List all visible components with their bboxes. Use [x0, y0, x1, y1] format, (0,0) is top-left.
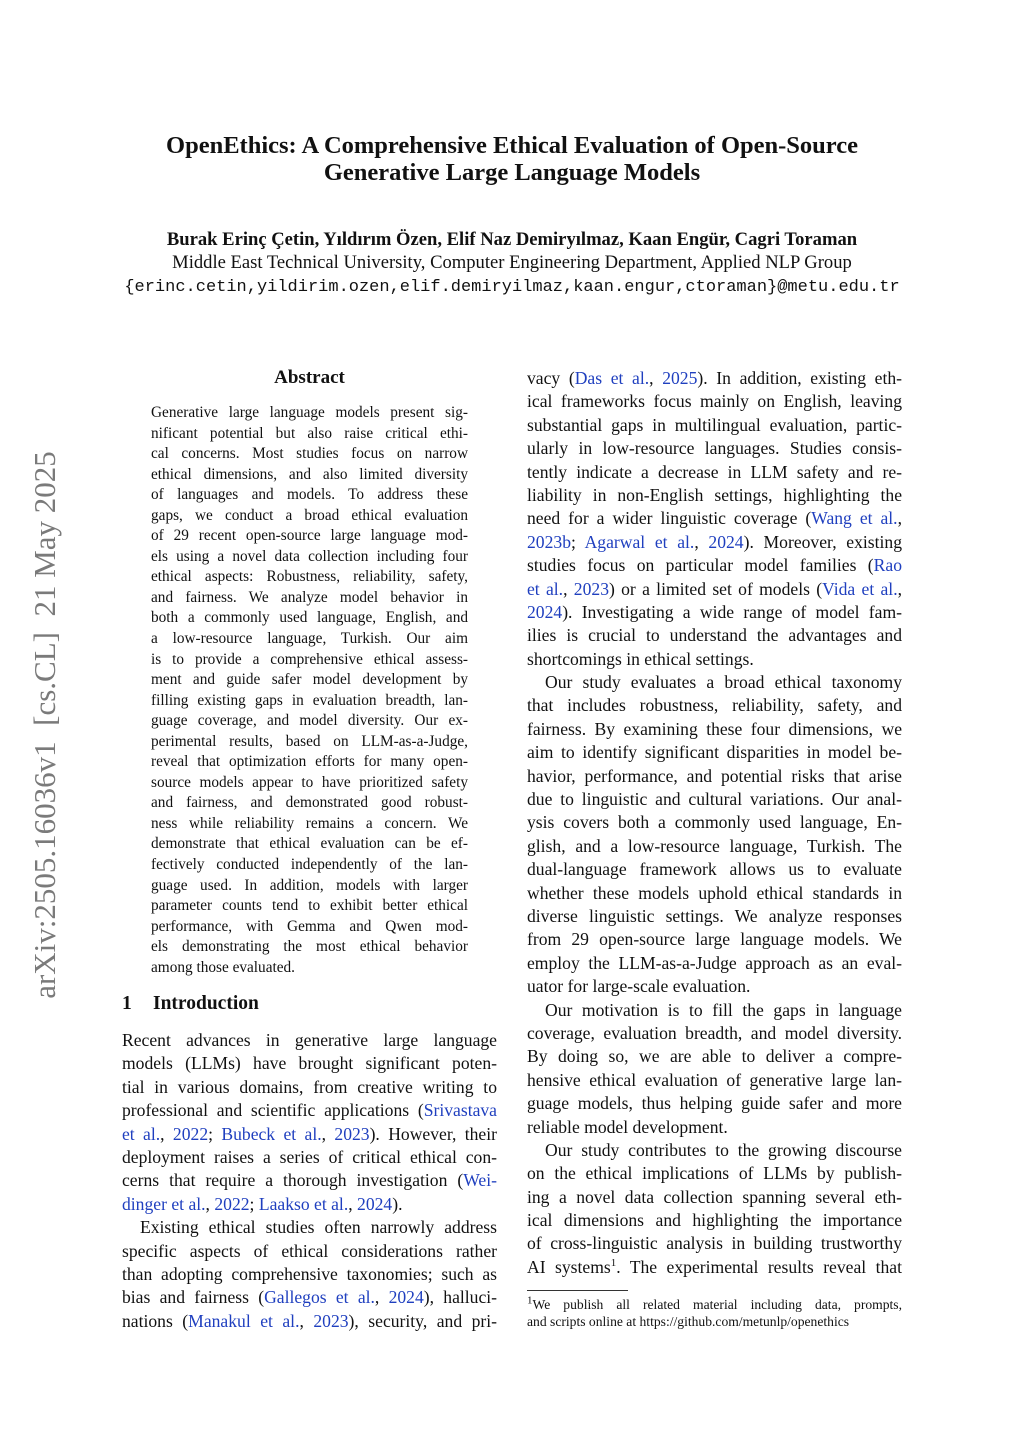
- abstract-body: [151, 403, 468, 978]
- text-segment: ).: [392, 1193, 403, 1214]
- text-line: [527, 578, 902, 601]
- text-line: a low-resource language, Turkish. Our aim: [151, 630, 468, 648]
- text-line: employ the LLM-as-a-Judge approach as an eval-: [527, 952, 902, 973]
- introduction-left-column: [122, 1029, 497, 1333]
- text-line: due to linguistic and cultural variations. Our anal-: [527, 789, 902, 810]
- text-line: than adopting comprehensive taxonomies; such as: [122, 1263, 497, 1284]
- text-segment: professional and scientific applications (: [122, 1100, 424, 1121]
- footnote-marker[interactable]: 1: [610, 1256, 617, 1269]
- text-line: ysis covers both a commonly used language, En-: [527, 812, 902, 833]
- text-line: ethical aspects: Robustness, reliability, safety,: [151, 568, 468, 586]
- text-line: aim to identify significant disparities in model be-: [527, 742, 902, 763]
- text-line: guage models, thus helping guide safer and more: [527, 1093, 902, 1114]
- text-segment: ,: [374, 1287, 389, 1308]
- text-segment: ). Moreover, existing: [743, 531, 902, 552]
- text-line: ing a novel data collection spanning several eth-: [527, 1186, 902, 1207]
- text-line: [122, 1099, 497, 1122]
- text-line: [527, 554, 902, 577]
- text-line: ical frameworks focus mainly on English, leaving: [527, 391, 902, 412]
- paper-title-line-2: Generative Large Language Models: [323, 159, 701, 186]
- citation-link[interactable]: 2024: [388, 1287, 424, 1308]
- text-line: ularly in low-resource languages. Studies consis-: [527, 438, 902, 459]
- text-line: specific aspects of ethical considerations rather: [122, 1240, 497, 1261]
- footnote: [527, 1294, 902, 1330]
- text-line: source models appear to have prioritized safety: [151, 773, 468, 791]
- text-line: substantial gaps in multilingual evaluation, partic-: [527, 414, 902, 435]
- citation-link[interactable]: 2023b: [527, 531, 571, 552]
- text-line: [527, 1256, 902, 1279]
- citation-link[interactable]: 2023: [573, 578, 609, 599]
- text-line: that includes robustness, reliability, safety, and: [527, 695, 902, 716]
- text-line: both a commonly used language, English, and: [151, 609, 468, 627]
- citation-link[interactable]: Manakul et al.: [188, 1310, 300, 1331]
- text-line: ical dimensions and highlighting the importance: [527, 1210, 902, 1231]
- text-line: models (LLMs) have brought significant poten-: [122, 1053, 497, 1074]
- text-line: Generative large language models present sig-: [151, 404, 468, 421]
- text-segment: AI systems: [527, 1256, 611, 1277]
- text-line: demonstrate that ethical evaluation can be ef-: [151, 835, 468, 853]
- text-line: from 29 open-source large language models. We: [527, 929, 902, 950]
- text-line: hensive ethical evaluation of generative large lan-: [527, 1069, 902, 1090]
- text-segment: ,: [563, 578, 574, 599]
- text-segment: ,: [649, 368, 663, 388]
- section-number: 1: [122, 993, 132, 1014]
- text-line: and scripts online at https://github.com/metunlp/openethics: [527, 1313, 850, 1329]
- text-segment: ;: [249, 1193, 259, 1214]
- citation-link[interactable]: et al.: [122, 1123, 161, 1144]
- author-list: Burak Erinç Çetin, Yıldırım Özen, Elif Naz Demiryılmaz, Kaan Engür, Cagri Toraman: [166, 229, 858, 250]
- text-segment: ) or a limited set of models (: [608, 578, 823, 599]
- text-line: ness while reliability remains a concern. We: [151, 814, 468, 832]
- citation-link[interactable]: 2023: [313, 1310, 349, 1331]
- text-line: parameter counts tend to exhibit better ethical: [151, 897, 468, 915]
- text-line: fectively conducted independently of the lan-: [151, 856, 468, 874]
- text-line: filling existing gaps in evaluation breadth, lan-: [151, 691, 468, 709]
- text-line: [122, 1286, 497, 1309]
- citation-link[interactable]: Srivastava: [423, 1100, 497, 1121]
- section-title: Introduction: [153, 993, 259, 1014]
- text-segment: vacy (: [527, 368, 575, 388]
- citation-link[interactable]: 2025: [662, 368, 698, 388]
- text-line: among those evaluated.: [151, 958, 295, 976]
- citation-link[interactable]: Wang et al.: [811, 508, 898, 529]
- citation-link[interactable]: dinger et al.: [122, 1193, 206, 1214]
- text-line: [122, 1310, 497, 1333]
- text-line: cal concerns. Most studies focus on narrow: [151, 445, 468, 463]
- text-segment: ). Investigating a wide range of model fam-: [562, 601, 902, 622]
- text-line: glish, and a low-resource language, Turkish. The: [527, 835, 902, 856]
- citation-link[interactable]: Agarwal et al.: [584, 531, 695, 552]
- text-line: reliable model development.: [527, 1116, 728, 1137]
- text-line: [122, 1193, 497, 1216]
- citation-link[interactable]: 2022: [214, 1193, 250, 1214]
- citation-link[interactable]: 2024: [708, 531, 744, 552]
- text-line: gaps, we conduct a broad ethical evaluation: [151, 506, 468, 524]
- text-segment: ,: [694, 531, 709, 552]
- text-line: guage used. In addition, models with larger: [151, 876, 468, 894]
- text-line: of 29 recent open-source large language mod-: [151, 527, 468, 545]
- text-segment: bias and fairness (: [122, 1287, 265, 1308]
- text-line: Our study contributes to the growing discourse: [545, 1139, 902, 1160]
- text-line: [527, 601, 902, 624]
- text-segment: ;: [570, 531, 585, 552]
- text-segment: ,: [299, 1310, 314, 1331]
- text-segment: We publish all related material including data, prompts,: [532, 1297, 902, 1312]
- citation-link[interactable]: et al.: [527, 578, 564, 599]
- text-line: els using a novel data collection including four: [151, 547, 468, 565]
- text-line: whether these models uphold ethical standards in: [527, 882, 902, 903]
- citation-link[interactable]: Bubeck et al.: [221, 1123, 322, 1144]
- text-segment: ,: [897, 578, 903, 599]
- citation-link[interactable]: Rao: [873, 555, 902, 576]
- text-line: [527, 367, 902, 390]
- text-line: [122, 1123, 497, 1146]
- footnote-divider: [527, 1290, 628, 1291]
- text-line: performance, with Gemma and Qwen mod-: [151, 917, 468, 935]
- citation-link[interactable]: 2022: [172, 1123, 209, 1144]
- text-line: liability in non-English settings, highlighting the: [527, 484, 902, 505]
- text-line: coverage, evaluation breadth, and model diversity.: [527, 1022, 902, 1043]
- text-line: Existing ethical studies often narrowly address: [140, 1217, 497, 1238]
- citation-link[interactable]: 2023: [334, 1123, 370, 1144]
- text-line: havior, performance, and potential risks that arise: [527, 765, 902, 786]
- citation-link[interactable]: 2024: [357, 1193, 393, 1214]
- text-line: [527, 507, 902, 530]
- text-segment: nations (: [122, 1310, 189, 1331]
- text-segment: ,: [205, 1193, 215, 1214]
- text-segment: ). However, their: [369, 1123, 497, 1144]
- text-segment: . The experimental results reveal that: [616, 1256, 902, 1277]
- text-line: of languages and models. To address these: [151, 486, 468, 504]
- text-line: guage coverage, and model diversity. Our ex-: [151, 712, 468, 730]
- text-line: [527, 531, 902, 554]
- citation-link[interactable]: Gallegos et al.: [264, 1287, 375, 1308]
- text-line: els demonstrating the most ethical behavior: [151, 938, 468, 956]
- text-line: nificant potential but also raise critical ethi-: [151, 424, 468, 442]
- text-line: ethical dimensions, and also limited diversity: [151, 465, 468, 483]
- text-line: By doing so, we are able to deliver a compre-: [527, 1046, 902, 1067]
- text-segment: studies focus on particular model families (: [527, 555, 874, 576]
- text-segment: ,: [348, 1193, 358, 1214]
- affiliation: Middle East Technical University, Computer Engineering Department, Applied NLP Group: [172, 252, 852, 273]
- text-line: tently indicate a decrease in LLM safety and re-: [527, 461, 902, 482]
- text-line: reveal that optimization efforts for many open-: [151, 753, 468, 771]
- text-segment: ), security, and pri-: [348, 1310, 497, 1331]
- text-line: diverse linguistic settings. We analyze responses: [527, 905, 902, 926]
- text-line: dual-language framework allows us to evaluate: [527, 859, 902, 880]
- text-line: tial in various domains, from creative writing to: [122, 1076, 497, 1097]
- text-segment: ,: [897, 508, 902, 529]
- text-line: Our motivation is to fill the gaps in language: [545, 999, 902, 1020]
- citation-link[interactable]: 2024: [527, 601, 563, 622]
- text-line: is to provide a comprehensive ethical assess-: [151, 650, 468, 668]
- citation-link[interactable]: Das et al.: [574, 368, 650, 388]
- text-line: [122, 1169, 497, 1192]
- text-line: uator for large-scale evaluation.: [527, 976, 751, 997]
- text-line: Our study evaluates a broad ethical taxonomy: [545, 672, 902, 693]
- paper-title-line-1: OpenEthics: A Comprehensive Ethical Evaluation of Open-Source: [166, 132, 858, 159]
- text-line: fairness. By examining these four dimensions, we: [527, 718, 902, 739]
- text-line: of cross-linguistic analysis in building trustworthy: [527, 1233, 902, 1254]
- footnote-marker[interactable]: 1: [527, 1294, 533, 1307]
- text-segment: ,: [321, 1123, 335, 1144]
- text-line: ilies is crucial to understand the advantages and: [527, 625, 902, 646]
- text-line: on the ethical implications of LLMs by publish-: [527, 1163, 902, 1184]
- text-line: deployment raises a series of critical ethical con-: [122, 1146, 497, 1167]
- text-segment: need for a wider linguistic coverage (: [527, 508, 812, 529]
- text-segment: cerns that require a thorough investigation (: [122, 1170, 464, 1191]
- text-line: ment and guide safer model development by: [151, 671, 468, 689]
- text-line: Recent advances in generative large language: [122, 1030, 497, 1050]
- text-line: and fairness. We analyze model behavior in: [151, 588, 468, 606]
- text-segment: ). In addition, existing eth-: [697, 368, 902, 388]
- text-line: perimental results, based on LLM-as-a-Judge,: [151, 732, 468, 750]
- arxiv-identifier: arXiv:2505.16036v1 [cs.CL] 21 May 2025: [27, 451, 62, 999]
- author-emails: {erinc.cetin,yildirim.ozen,elif.demiryilmaz,kaan.engur,ctoraman}@metu.edu.tr: [124, 278, 900, 297]
- text-line: and fairness, and demonstrated good robust-: [151, 794, 468, 812]
- citation-link[interactable]: Wei-: [463, 1170, 497, 1191]
- abstract-heading: Abstract: [274, 367, 345, 388]
- section-heading-introduction: [122, 992, 259, 1016]
- text-line: [527, 1294, 902, 1314]
- text-line: shortcomings in ethical settings.: [527, 648, 754, 669]
- citation-link[interactable]: Laakso et al.: [258, 1193, 349, 1214]
- text-segment: ;: [208, 1123, 222, 1144]
- text-segment: ), halluci-: [423, 1287, 498, 1308]
- citation-link[interactable]: Vida et al.: [822, 578, 898, 599]
- text-segment: ,: [160, 1123, 173, 1144]
- introduction-right-column: [527, 367, 902, 1279]
